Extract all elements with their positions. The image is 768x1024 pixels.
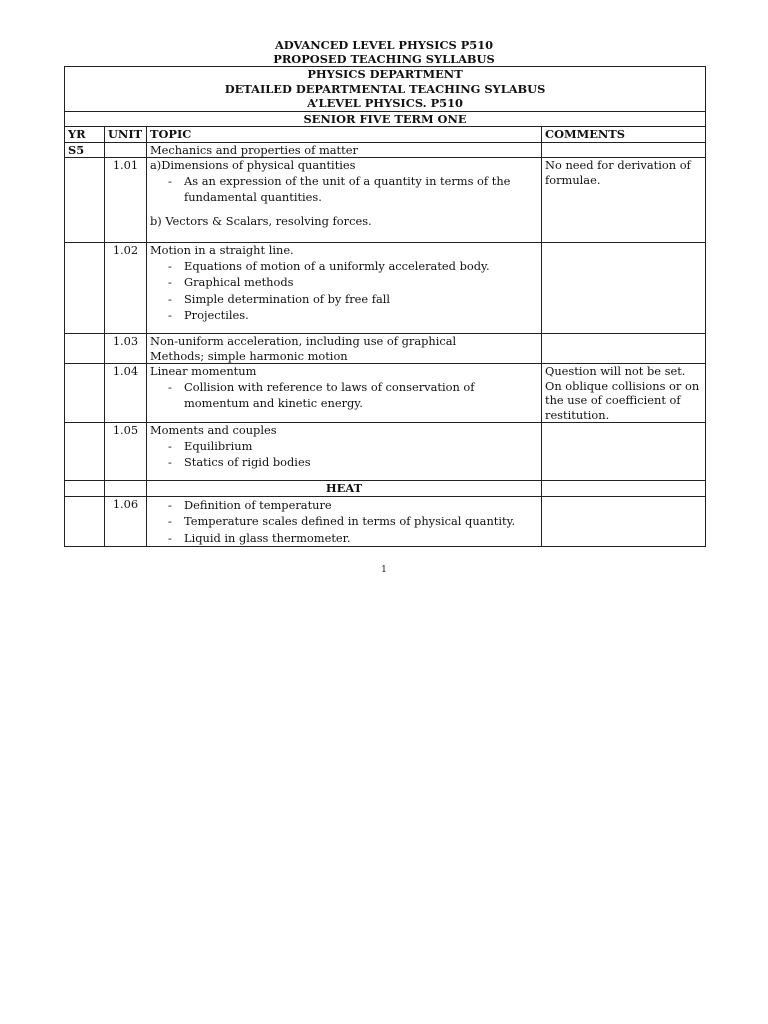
table-row xyxy=(65,334,706,364)
table-row xyxy=(65,142,706,158)
table-row xyxy=(65,158,706,243)
unit-cell: 1.01 xyxy=(105,158,147,243)
table-header-block xyxy=(65,67,706,112)
topic-cell xyxy=(147,243,542,334)
topic-text: Linear momentum xyxy=(150,364,257,378)
col-topic: TOPIC xyxy=(147,127,542,143)
table-row xyxy=(65,423,706,481)
list-item: - As an expression of the unit of a quantity in terms of the fundamental quantities. xyxy=(166,173,538,206)
list-item: - Simple determination of by free fall xyxy=(166,291,538,308)
page-number: 1 xyxy=(381,565,387,575)
topic-cell xyxy=(147,364,542,423)
list-item: - Projectiles. xyxy=(166,307,538,324)
list-item: - Graphical methods xyxy=(166,274,538,291)
table-row xyxy=(65,496,706,547)
course-title: A’LEVEL PHYSICS. P510 xyxy=(307,96,463,110)
col-comments: COMMENTS xyxy=(542,127,706,143)
table-row xyxy=(65,243,706,334)
topic-text: Moments and couples xyxy=(150,423,277,437)
topic-text: Methods; simple harmonic motion xyxy=(150,348,348,363)
topic-text: Motion in a straight line. xyxy=(150,243,294,257)
topic-cell xyxy=(147,334,542,364)
unit-cell: 1.05 xyxy=(105,423,147,481)
unit-cell: 1.04 xyxy=(105,364,147,423)
column-header-row xyxy=(65,127,706,143)
syllabus-title: DETAILED DEPARTMENTAL TEACHING SYLABUS xyxy=(224,81,546,96)
year-cell: S5 xyxy=(65,142,105,158)
col-yr: YR xyxy=(65,127,105,143)
unit-cell: 1.02 xyxy=(105,243,147,334)
list-item: - Equations of motion of a uniformly accelerated body. xyxy=(166,258,538,275)
list-item: - Collision with reference to laws of conservation of momentum and kinetic energy. xyxy=(166,379,538,412)
comment-cell: Question will not be set. On oblique collisions or on the use of coefficient of restitution. xyxy=(542,364,706,423)
table-row xyxy=(65,481,706,497)
topic-text: a)Dimensions of physical quantities xyxy=(150,158,356,172)
table-row xyxy=(65,364,706,423)
doc-subtitle: PROPOSED TEACHING SYLLABUS xyxy=(273,52,495,66)
list-item: - Definition of temperature xyxy=(166,497,538,514)
list-item: - Equilibrium xyxy=(166,438,538,455)
unit-cell: 1.03 xyxy=(105,334,147,364)
list-item: - Liquid in glass thermometer. xyxy=(166,530,538,547)
doc-title: ADVANCED LEVEL PHYSICS P510 xyxy=(274,38,494,52)
department-title: PHYSICS DEPARTMENT xyxy=(307,67,463,81)
syllabus-table xyxy=(64,66,706,547)
section-heading: HEAT xyxy=(147,481,542,497)
term-title: SENIOR FIVE TERM ONE xyxy=(65,111,706,127)
comment-cell: No need for derivation of formulae. xyxy=(542,158,706,243)
topic-cell xyxy=(147,496,542,547)
unit-cell: 1.06 xyxy=(105,496,147,547)
topic-text: b) Vectors & Scalars, resolving forces. xyxy=(150,213,372,228)
topic-cell xyxy=(147,423,542,481)
col-unit: UNIT xyxy=(105,127,147,143)
topic-text: Non-uniform acceleration, including use of graphical xyxy=(150,334,457,348)
list-item: - Statics of rigid bodies xyxy=(166,454,538,471)
topic-cell: Mechanics and properties of matter xyxy=(147,142,542,158)
topic-cell xyxy=(147,158,542,243)
list-item: - Temperature scales defined in terms of physical quantity. xyxy=(166,513,538,530)
